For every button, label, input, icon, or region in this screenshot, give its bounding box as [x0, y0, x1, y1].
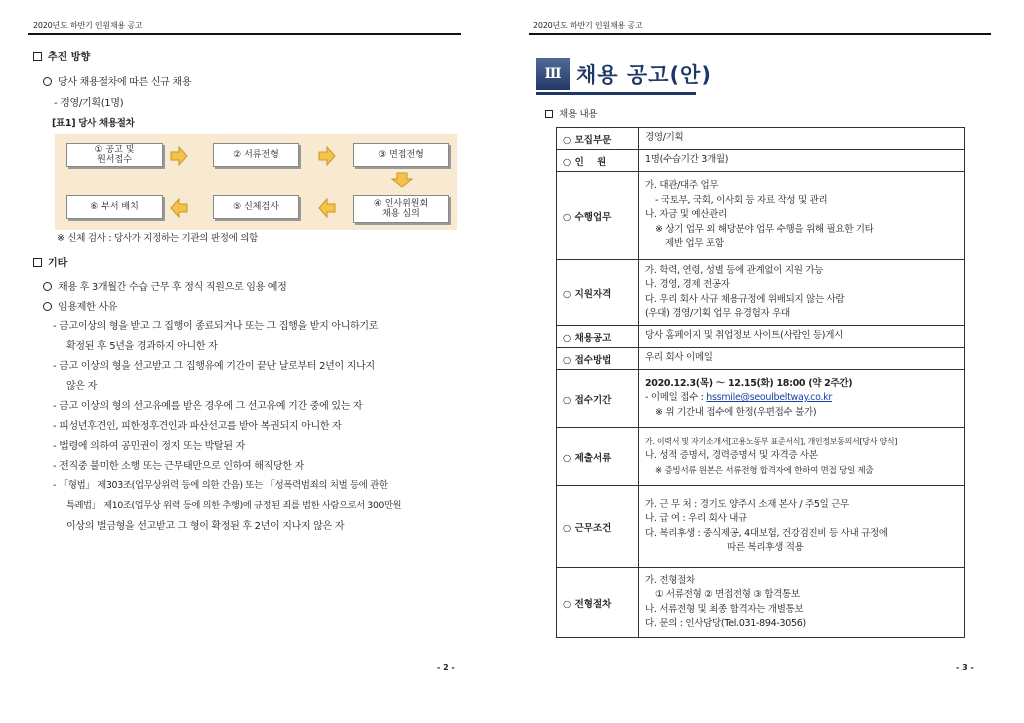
section-heading-etc: 기타: [33, 254, 67, 269]
circle-bullet-icon: [43, 302, 52, 311]
row-label: ○ 전형절차: [557, 568, 639, 638]
row-content: 가. 전형절차 ① 서류전형 ② 면접전형 ③ 합격통보 나. 서류전형 및 최종 합격자는 개별통보 다. 문의 : 인사담당(Tel.031-894-3056): [639, 568, 965, 638]
bullet-line: 채용 후 3개월간 수습 근무 후 정식 직원으로 임용 예정: [43, 278, 287, 293]
arrow-right-icon: [318, 146, 336, 166]
page-number: - 3 -: [956, 663, 974, 672]
table-row: [557, 326, 965, 348]
table-row: [557, 260, 965, 326]
bullet-line: 당사 채용절차에 따른 신규 채용: [43, 73, 191, 88]
running-header: 2020년도 하반기 인원채용 공고: [33, 21, 143, 30]
arrow-left-icon: [318, 198, 336, 218]
flow-step-4: ④ 인사위원회 채용 심의: [353, 195, 449, 223]
row-label: ○ 지원자격: [557, 260, 639, 326]
sub-item: - 경영/기획(1명): [54, 98, 124, 109]
row-label: ○ 모집부문: [557, 128, 639, 150]
row-content: 가. 학력, 연령, 성별 등에 관계없이 지원 가능 나. 경영, 경제 전공자 다. 우리 회사 사규 채용규정에 위배되지 않는 사람 (우대) 경영/기획 업무 유경험자 우대: [639, 260, 965, 326]
flow-step-2: ② 서류전형: [213, 143, 299, 167]
list-item: 않은 자: [66, 381, 97, 392]
table-row: [557, 428, 965, 486]
note-physical-exam: ※ 신체 검사 : 당사가 지정하는 기관의 판정에 의함: [57, 233, 258, 244]
page-title: 채용 공고(안): [576, 63, 712, 87]
list-item: - 피성년후견인, 피한정후견인과 파산선고를 받아 복권되지 아니한 자: [53, 421, 342, 432]
flow-step-3: ③ 면접전형: [353, 143, 449, 167]
table-row: [557, 172, 965, 260]
row-content: 경영/기획: [639, 128, 965, 150]
row-content: 2020.12.3(목) ～ 12.15(화) 18:00 (약 2주간) - 이메일 접수 : hssmile@seoulbeltway.co.kr ※ 위 기간내 접수에 한정(우편접수 불가): [639, 370, 965, 428]
table-row: [557, 348, 965, 370]
recruitment-flow-diagram: [55, 134, 457, 230]
list-item: 이상의 벌금형을 선고받고 그 형이 확정된 후 2년이 지나지 않은 자: [66, 521, 345, 532]
email-link[interactable]: hssmile@seoulbeltway.co.kr: [706, 392, 832, 404]
page-3: [512, 0, 1024, 723]
section-number-badge: Ⅲ: [536, 58, 570, 90]
table-row: [557, 370, 965, 428]
row-label: ○ 수행업무: [557, 172, 639, 260]
row-label: ○ 인 원: [557, 150, 639, 172]
arrow-left-icon: [170, 198, 188, 218]
row-content: 당사 홈페이지 및 취업정보 사이트(사람인 등)게시: [639, 326, 965, 348]
table-row: [557, 128, 965, 150]
list-item: - 금고이상의 형을 받고 그 집행이 종료되거나 또는 그 집행을 받지 아니하기로: [53, 321, 379, 332]
list-item: - 전직중 불미한 소행 또는 근무태만으로 인하여 해직당한 자: [53, 461, 304, 472]
row-content: 1명(수습기간 3개월): [639, 150, 965, 172]
arrow-down-icon: [391, 172, 413, 188]
row-content: 가. 이력서 및 자기소개서[고용노동부 표준서식], 개인정보동의서[당사 양식] 나. 성적 증명서, 경력증명서 및 자격증 사본 ※ 증빙서류 원본은 서류전형 합격자에 한하여 면접 당일 제출: [639, 428, 965, 486]
row-content: 가. 대관/대주 업무 - 국토부, 국회, 이사회 등 자료 작성 및 관리 나. 자금 및 예산관리 ※ 상기 업무 외 해당분야 업무 수행을 위해 필요한 기타 제반 업무 포함: [639, 172, 965, 260]
header-rule: [28, 33, 461, 35]
list-item: 특례법」 제10조(업무상 위력 등에 의한 추행)에 규정된 죄를 범한 사람으로서 300만원: [66, 500, 402, 511]
checkbox-square-icon: [545, 110, 553, 118]
bullet-line: 임용제한 사유: [43, 298, 117, 313]
row-label: ○ 채용공고: [557, 326, 639, 348]
table-row: [557, 486, 965, 568]
list-item: 확정된 후 5년을 경과하지 아니한 자: [66, 341, 218, 352]
title-underline: [536, 92, 696, 95]
list-item: - 「형법」 제303조(업무상위력 등에 의한 간음) 또는 「성폭력범죄의 처벌 등에 관한: [53, 480, 388, 491]
header-rule: [529, 33, 991, 35]
row-label: ○ 접수기간: [557, 370, 639, 428]
row-label: ○ 근무조건: [557, 486, 639, 568]
row-label: ○ 접수방법: [557, 348, 639, 370]
table-row: [557, 568, 965, 638]
flow-step-6: ⑥ 부서 배치: [66, 195, 163, 219]
row-label: ○ 제출서류: [557, 428, 639, 486]
list-item: - 금고 이상의 형을 선고받고 그 집행유예 기간이 끝난 날로부터 2년이 지나지: [53, 361, 375, 372]
running-header: 2020년도 하반기 인원채용 공고: [533, 21, 643, 30]
circle-bullet-icon: [43, 282, 52, 291]
arrow-right-icon: [170, 146, 188, 166]
checkbox-square-icon: [33, 52, 42, 61]
flow-step-1: ① 공고 및 원서접수: [66, 143, 163, 167]
row-content: 가. 근 무 처 : 경기도 양주시 소재 본사 / 주5일 근무 나. 급 여 : 우리 회사 내규 다. 복리후생 : 중식제공, 4대보험, 건강검진비 등 사내 규정에 따른 복리후생 적용: [639, 486, 965, 568]
table-row: [557, 150, 965, 172]
recruitment-table: [556, 127, 965, 638]
section-heading-direction: 추진 방향: [33, 48, 90, 63]
row-content: 우리 회사 이메일: [639, 348, 965, 370]
circle-bullet-icon: [43, 77, 52, 86]
list-item: - 법령에 의하여 공민권이 정지 또는 박탈된 자: [53, 441, 245, 452]
flow-step-5: ⑤ 신체검사: [213, 195, 299, 219]
page-number: - 2 -: [437, 663, 455, 672]
checkbox-square-icon: [33, 258, 42, 267]
table-caption: [표1] 당사 채용절차: [52, 118, 135, 129]
section-label: 채용 내용: [545, 106, 597, 120]
list-item: - 금고 이상의 형의 선고유예를 받은 경우에 그 선고유예 기간 중에 있는 자: [53, 401, 363, 412]
